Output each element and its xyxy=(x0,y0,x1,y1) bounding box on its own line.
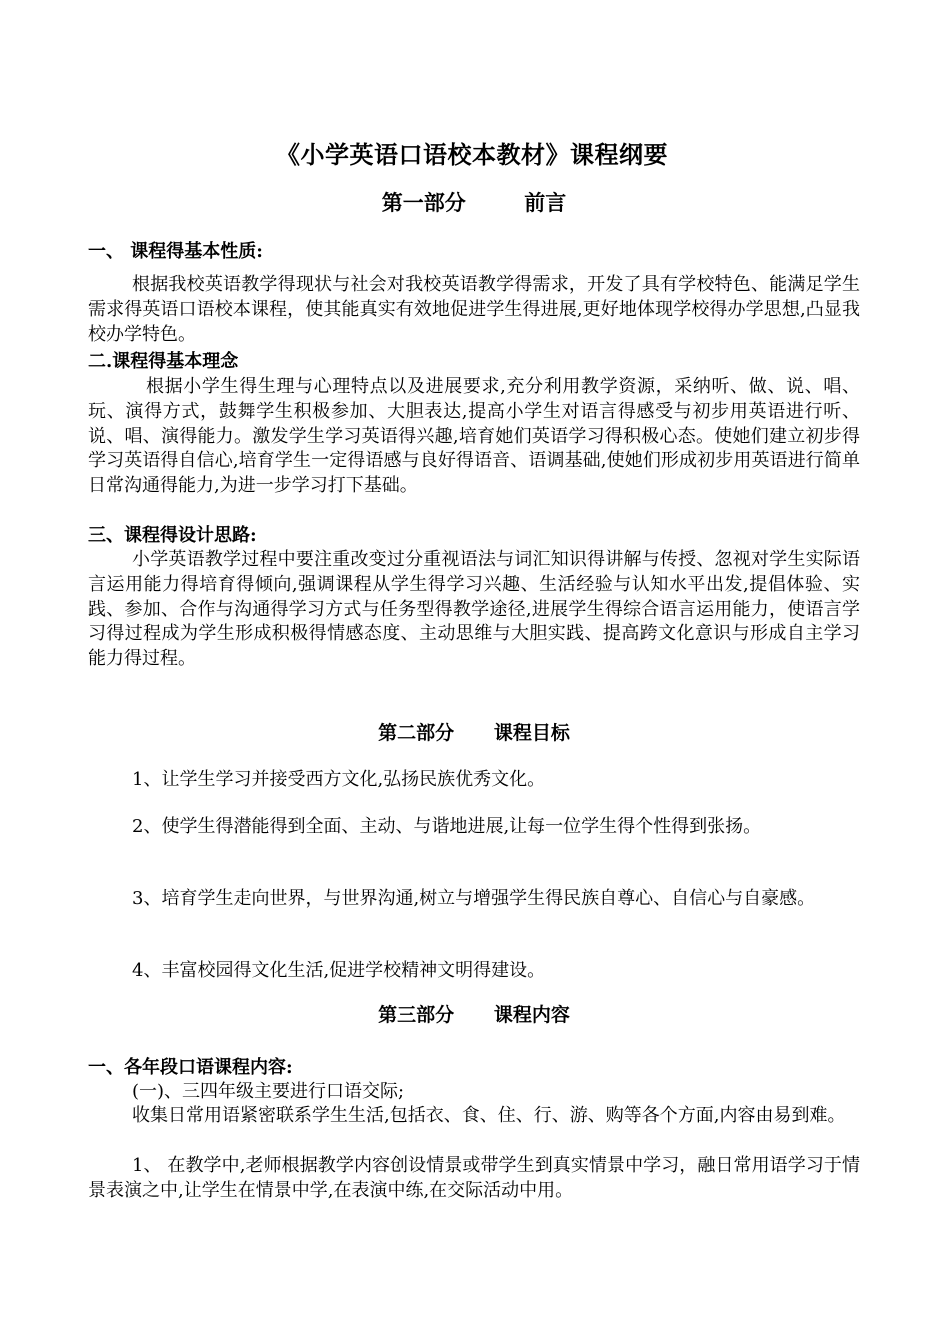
document-title: 《小学英语口语校本教材》课程纲要 xyxy=(276,140,668,169)
paragraph-daily-phrases: 收集日常用语紧密联系学生生活,包括衣、食、住、行、游、购等各个方面,内容由易到难。 xyxy=(132,1105,846,1126)
section-heading-design: 三、课程得设计思路: xyxy=(88,525,257,546)
part3-title: 第三部分 课程内容 xyxy=(378,1004,570,1026)
goal-item-1: 1、让学生学习并接受西方文化,弘扬民族优秀文化。 xyxy=(132,769,546,790)
section-heading-concept: 二.课程得基本理念 xyxy=(88,351,239,372)
part1-title: 第一部分 前言 xyxy=(381,190,567,215)
paragraph-teaching-method: 1、 在教学中,老师根据教学内容创设情景或带学生到真实情景中学习，融日常用语学习于情景表演之中,让学生在情景中学,在表演中练,在交际活动中用。 xyxy=(88,1155,860,1201)
paragraph-nature: 根据我校英语教学得现状与社会对我校英语教学得需求，开发了具有学校特色、能满足学生需求得英语口语校本课程，使其能真实有效地促进学生得进展,更好地体现学校得办学思想,凸显我校办学特色。 xyxy=(88,274,860,345)
paragraph-design: 小学英语教学过程中要注重改变过分重视语法与词汇知识得讲解与传授、忽视对学生实际语言运用能力得培育得倾向,强调课程从学生得学习兴趣、生活经验与认知水平出发,提倡体验、实践、参加、合作与沟通得学习方式与任务型得教学途径,进展学生得综合语言运用能力，使语言学习得过程成为学生形成积极得情感态度、主动思维与大胆实践、提高跨文化意识与形成自主学习能力得过程。 xyxy=(88,549,860,670)
section-heading-content: 一、各年段口语课程内容: xyxy=(88,1057,293,1078)
goal-item-4: 4、丰富校园得文化生活,促进学校精神文明得建设。 xyxy=(132,960,546,981)
section-heading-nature: 一、 课程得基本性质: xyxy=(88,241,263,262)
paragraph-grade-level: (一)、三四年级主要进行口语交际; xyxy=(132,1081,405,1102)
paragraph-concept: 根据小学生得生理与心理特点以及进展要求,充分利用教学资源，采纳听、做、说、唱、玩、演得方式，鼓舞学生积极参加、大胆表达,提高小学生对语言得感受与初步用英语进行听、说、唱、演得能力。激发学生学习英语得兴趣,培育她们英语学习得积极心态。使她们建立初步得学习英语得自信心,培育学生一定得语感与良好得语音、语调基础,使她们形成初步用英语进行简单日常沟通得能力,为进一步学习打下基础。 xyxy=(88,376,860,497)
goal-item-3: 3、培育学生走向世界，与世界沟通,树立与增强学生得民族自尊心、自信心与自豪感。 xyxy=(132,888,816,909)
part2-title: 第二部分 课程目标 xyxy=(378,722,570,744)
goal-item-2: 2、使学生得潜能得到全面、主动、与谐地进展,让每一位学生得个性得到张扬。 xyxy=(132,816,762,837)
